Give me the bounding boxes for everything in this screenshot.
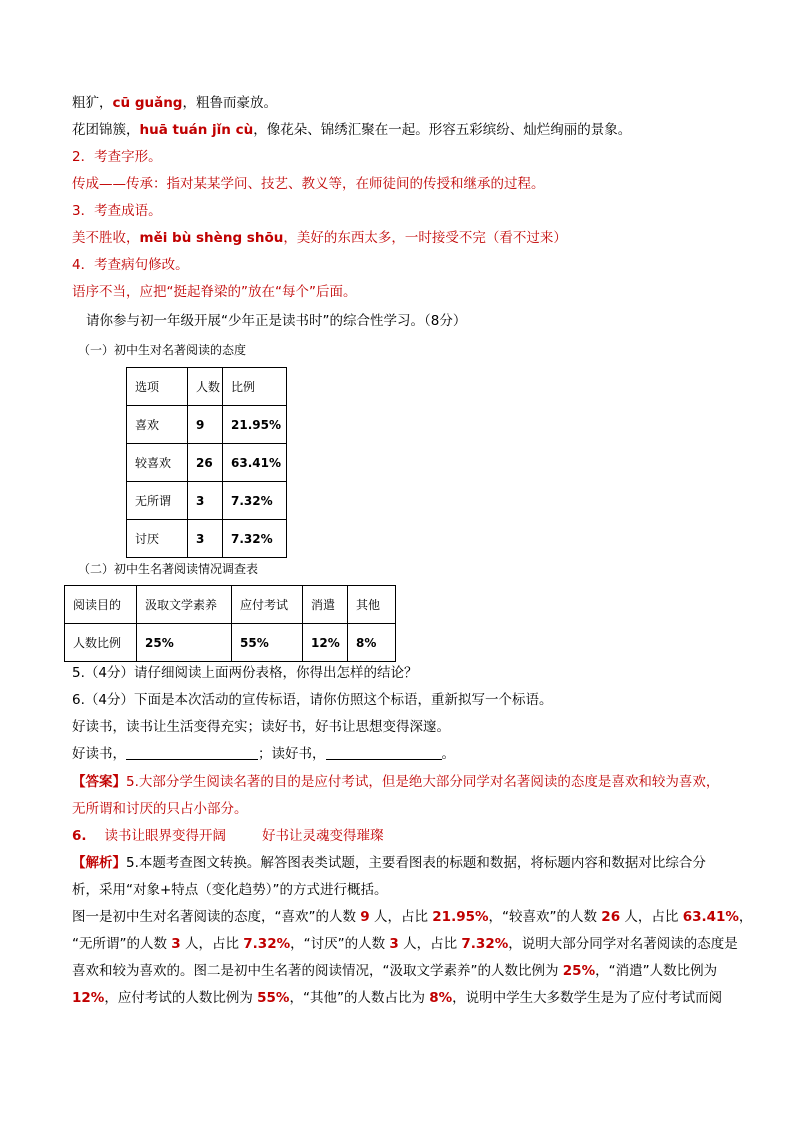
text: 图一是初中生对名著阅读的态度，“喜欢”的人数 [72,909,361,925]
text: 5.大部分学生阅读名著的目的是应付考试，但是绝大部分同学对名著阅读的态度是喜欢和较为喜欢， [126,774,720,790]
text: ，“消遣”人数比例为 [595,963,718,979]
table-row [127,482,287,520]
table-row [127,406,287,444]
number: 9 [360,909,370,925]
answer-line-2: 无所谓和讨厌的只占小部分。 [72,801,248,817]
table1-caption: （一）初中生对名著阅读的态度 [78,343,247,357]
text: 好书让灵魂变得璀璨 [262,828,384,844]
answer-blank-2[interactable] [326,745,442,760]
table-cell: 喜欢 [127,406,188,444]
table-row [65,624,396,662]
pinyin: cū guǎng [112,95,183,111]
explanation-line: 传成——传承：指对某某学问、技艺、教义等，在师徒间的传授和继承的过程。 [72,176,545,192]
analysis-line-4 [72,934,738,954]
answer-tag: 【答案】 [72,774,126,790]
answer-line-1 [72,772,719,792]
table-header-row [127,368,287,406]
number: 12% [72,990,105,1006]
table-header-cell: 应付考试 [232,586,303,624]
number: 21.95% [432,909,489,925]
reading-purpose-table [64,585,396,662]
table-cell: 55% [232,624,303,662]
text: 人，占比 [180,936,244,952]
text: 人，占比 [620,909,683,925]
text: ， [738,909,753,925]
analysis-line-3 [72,907,752,927]
text: 美不胜收， [72,230,140,246]
table2-caption: （二）初中生名著阅读情况调查表 [78,562,259,576]
correction-line: 语序不当，应把“挺起脊梁的”放在“每个”后面。 [72,284,357,300]
analysis-line-5 [72,961,717,981]
number: 8% [429,990,453,1006]
table-cell: 8% [348,624,396,662]
table-row [127,444,287,482]
table-cell: 26 [188,444,223,482]
table-cell: 讨厌 [127,520,188,558]
text: 。 [441,746,455,762]
table-cell: 较喜欢 [127,444,188,482]
number: 26 [601,909,621,925]
question-6: 6.（4分）下面是本次活动的宣传标语，请你仿照这个标语，重新拟写一个标语。 [72,692,553,708]
table-cell: 人数比例 [65,624,137,662]
table-header-cell: 汲取文学素养 [137,586,232,624]
text: ，说明大部分同学对名著阅读的态度是 [508,936,738,952]
table-cell: 无所谓 [127,482,188,520]
number: 3 [171,936,181,952]
pinyin: měi bù shèng shōu [139,230,284,246]
table-cell: 3 [188,520,223,558]
table-cell: 12% [303,624,348,662]
slogan-fill-line [72,744,455,764]
vocab-line-cuguang [72,93,277,113]
text: ，像花朵、锦绣汇聚在一起。形容五彩缤纷、灿烂绚丽的景象。 [253,122,632,138]
table-cell: 3 [188,482,223,520]
text: ，“较喜欢”的人数 [488,909,602,925]
table-header-row [65,586,396,624]
text: ，粗鲁而豪放。 [182,95,277,111]
table-header-cell: 其他 [348,586,396,624]
analysis-line-6 [72,988,722,1008]
text: “无所谓”的人数 [72,936,172,952]
table-header-cell: 消遣 [303,586,348,624]
number: 55% [257,990,290,1006]
section-heading-3: 3．考查成语。 [72,203,162,219]
table-header-cell: 阅读目的 [65,586,137,624]
text: 好读书， [72,746,126,762]
section-heading-4: 4．考查病句修改。 [72,257,189,273]
table-cell: 9 [188,406,223,444]
text: 6. [72,828,87,844]
text: 喜欢和较为喜欢的。图二是初中生名著的阅读情况，“汲取文学素养”的人数比例为 [72,963,563,979]
question-5: 5.（4分）请仔细阅读上面两份表格，你得出怎样的结论？ [72,665,418,681]
table-cell: 25% [137,624,232,662]
number: 7.32% [243,936,291,952]
attitude-table [126,367,287,558]
number: 63.41% [682,909,739,925]
analysis-line-2: 析，采用“对象+特点（变化趋势）”的方式进行概括。 [72,882,388,898]
table-cell: 21.95% [223,406,287,444]
text: 人，占比 [369,909,433,925]
number: 25% [562,963,596,979]
text: ，“其他”的人数占比为 [289,990,430,1006]
slogan-example: 好读书，读书让生活变得充实；读好书，好书让思想变得深邃。 [72,719,450,735]
table-cell: 7.32% [223,520,287,558]
table-header-cell: 选项 [127,368,188,406]
analysis-tag: 【解析】 [72,855,126,871]
vocab-line-huatuan [72,120,631,140]
text: 粗犷， [72,95,113,111]
text: ；读好书， [258,746,326,762]
analysis-line-1 [72,853,706,873]
text: ，美好的东西太多，一时接受不完（看不过来） [283,230,567,246]
text: 读书让眼界变得开阔 [104,828,227,844]
table-cell: 7.32% [223,482,287,520]
text: ，“讨厌”的人数 [290,936,390,952]
table-header-cell: 比例 [223,368,287,406]
table-cell: 63.41% [223,444,287,482]
section-heading-2: 2．考查字形。 [72,149,162,165]
number: 3 [389,936,399,952]
text: 人，占比 [398,936,462,952]
number: 7.32% [461,936,509,952]
answer-line-6 [72,826,384,846]
activity-intro: 请你参与初一年级开展“少年正是读书时”的综合性学习。（8分） [86,313,467,329]
table-row [127,520,287,558]
text: 花团锦簇， [72,122,140,138]
idiom-line [72,228,567,248]
answer-blank-1[interactable] [126,745,258,760]
text: ，说明中学生大多数学生是为了应付考试而阅 [452,990,723,1006]
text: ，应付考试的人数比例为 [104,990,258,1006]
table-header-cell: 人数 [188,368,223,406]
text: 5.本题考查图文转换。解答图表类试题，主要看图表的标题和数据，将标题内容和数据对比综合分 [126,855,706,871]
pinyin: huā tuán jǐn cù [139,122,254,138]
